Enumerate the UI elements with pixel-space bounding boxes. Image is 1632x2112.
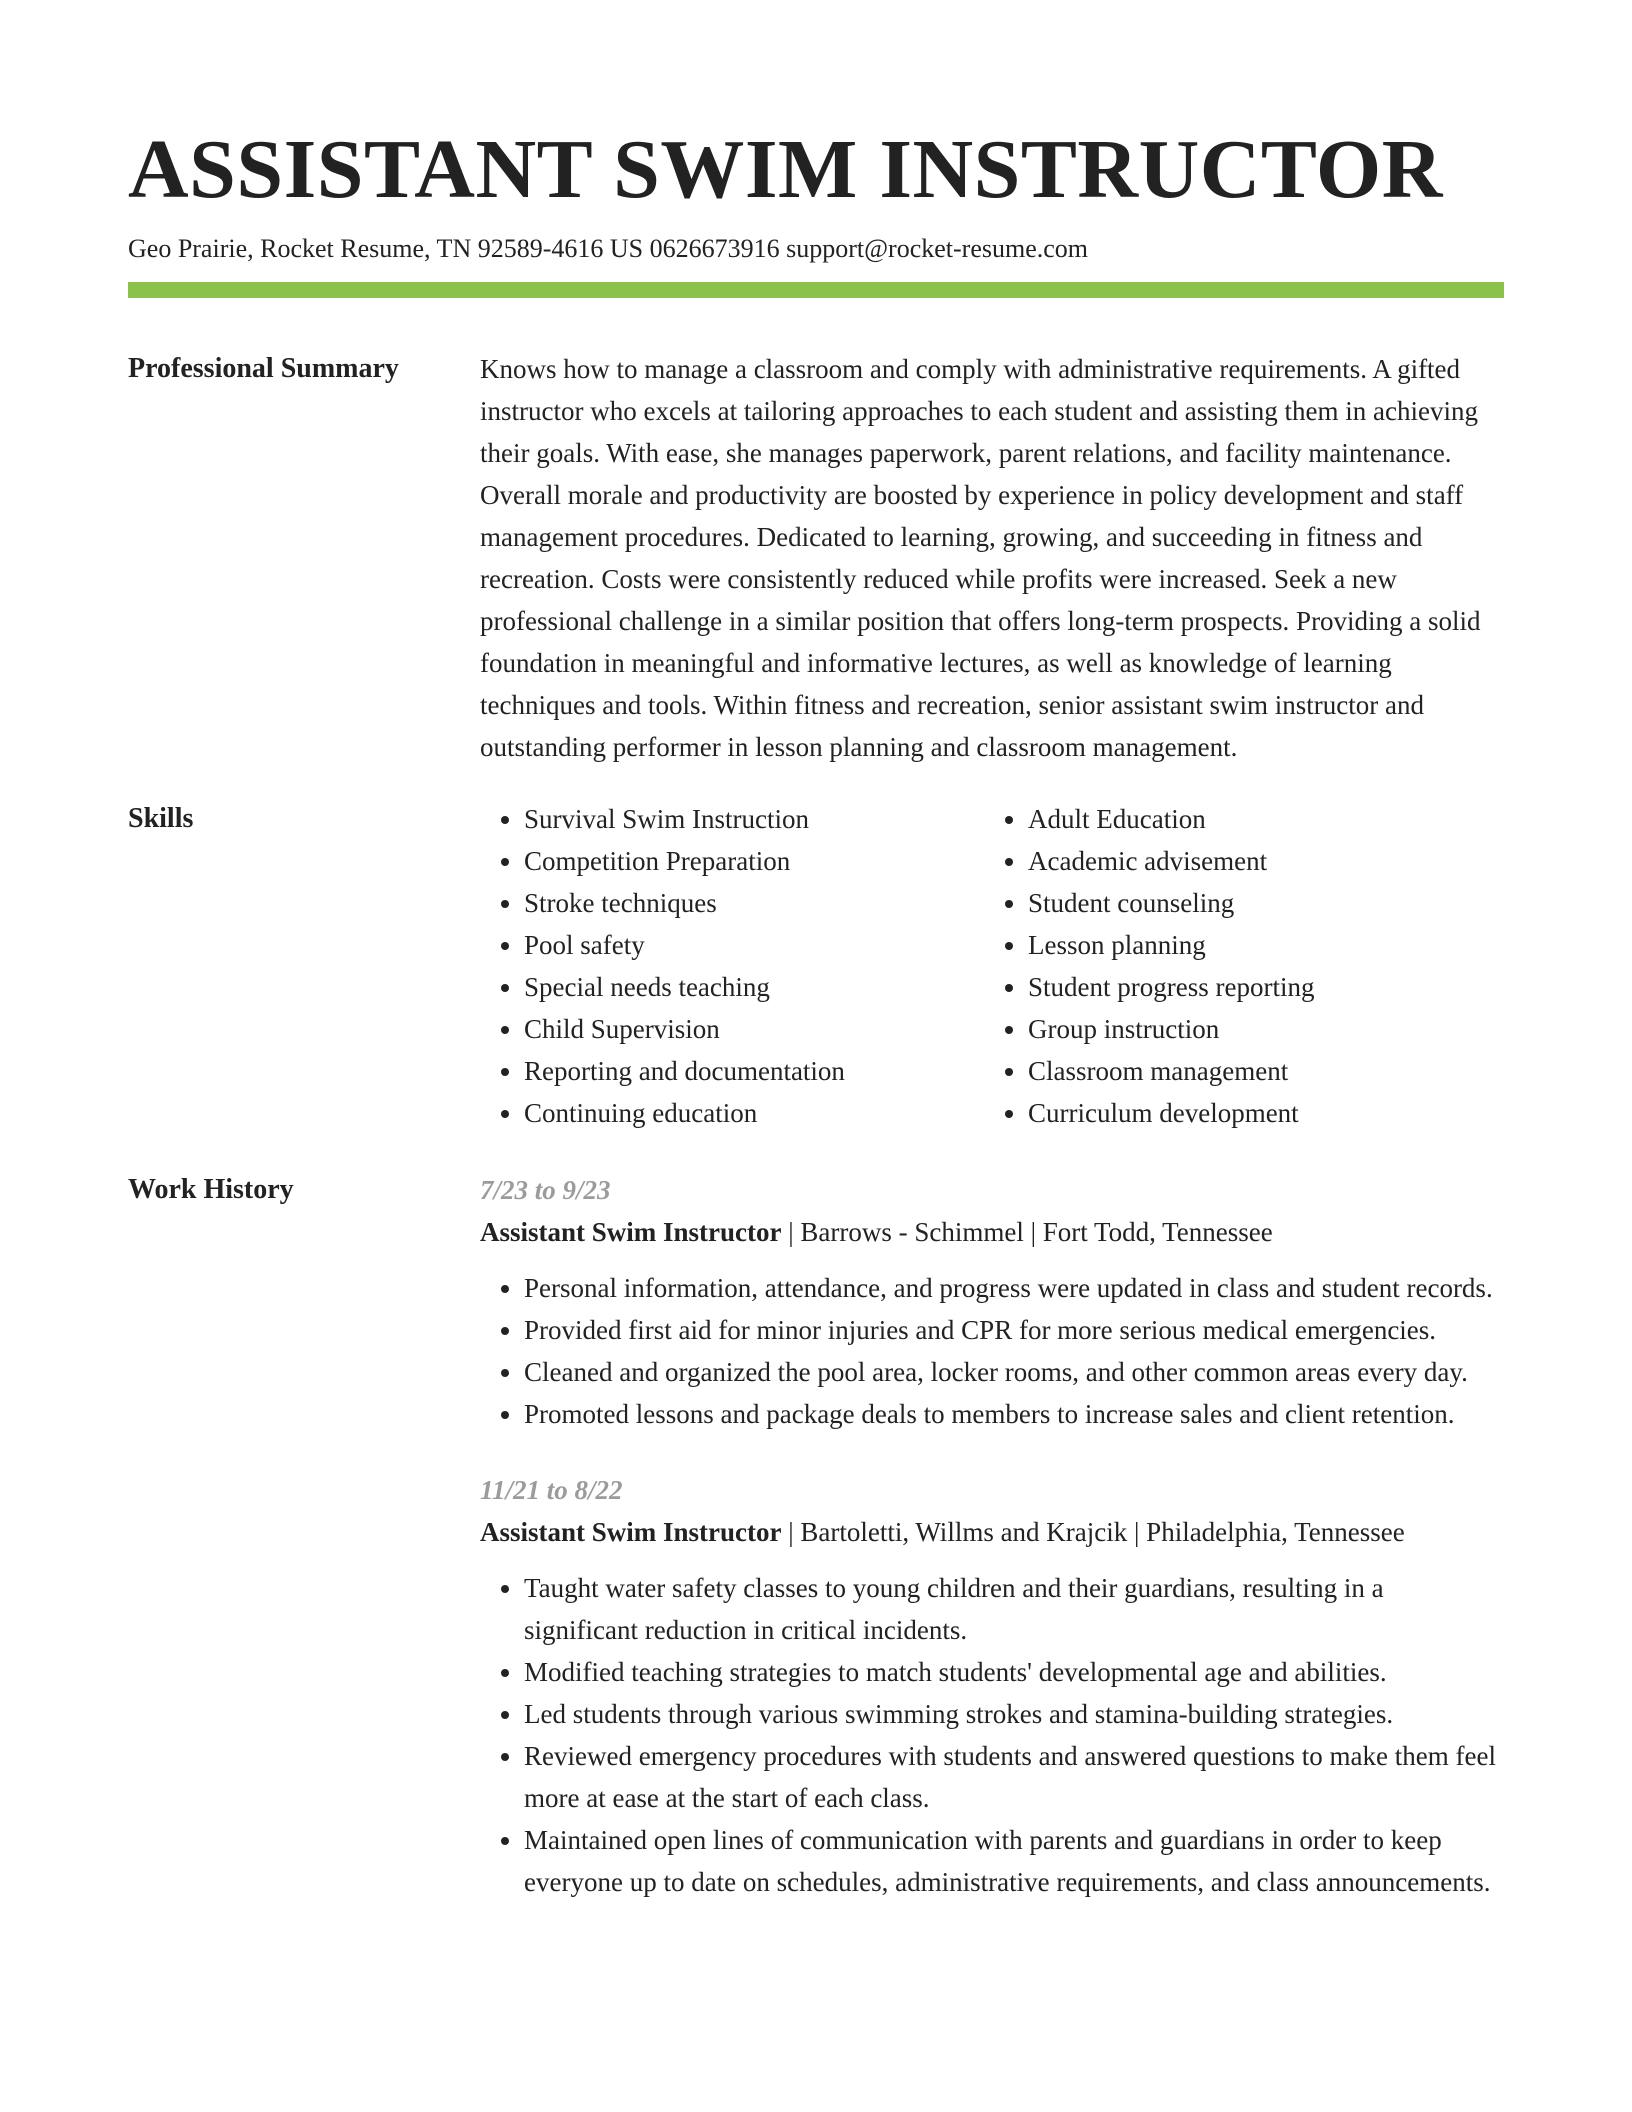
job-employer-location: | Bartoletti, Willms and Krajcik | Philadelphia, Tennessee xyxy=(781,1517,1405,1547)
professional-summary-section xyxy=(128,348,1504,768)
job-bullet: • Personal information, attendance, and progress were updated in class and student records. xyxy=(524,1267,1504,1309)
job-bullet: • Promoted lessons and package deals to members to increase sales and client retention. xyxy=(524,1393,1504,1435)
skill-item: • Curriculum development xyxy=(1028,1092,1488,1134)
contact-line: Geo Prairie, Rocket Resume, TN 92589-4616 US 0626673916 support@rocket-resume.com xyxy=(128,234,1089,263)
skill-item: • Survival Swim Instruction xyxy=(524,798,984,840)
section-label-work: Work History xyxy=(128,1174,294,1205)
job-title: Assistant Swim Instructor xyxy=(480,1217,782,1247)
summary-text: Knows how to manage a classroom and comply with administrative requirements. A gifted instructor who excels at tailoring approaches to each student and assisting them in achieving their goals. With ease, she manages paperwork, parent relations, and facility maintenance. Overall morale and productivity are boosted by experience in policy development and staff management procedures. Dedicated to learning, growing, and succeeding in fitness and recreation. Costs were consistently reduced while profits were increased. Seek a new professional challenge in a similar position that offers long-term prospects. Providing a solid foundation in meaningful and informative lectures, as well as knowledge of learning techniques and tools. Within fitness and recreation, senior assistant swim instructor and outstanding performer in lesson planning and classroom management. xyxy=(480,354,1481,762)
job-entry xyxy=(480,1469,1504,1903)
skill-item: • Reporting and documentation xyxy=(524,1050,984,1092)
skill-item: • Pool safety xyxy=(524,924,984,966)
skill-item: • Student progress reporting xyxy=(1028,966,1488,1008)
skill-item: • Group instruction xyxy=(1028,1008,1488,1050)
resume-page xyxy=(128,120,1504,1937)
skill-item: • Academic advisement xyxy=(1028,840,1488,882)
job-bullet: • Taught water safety classes to young children and their guardians, resulting in a significant reduction in critical incidents. xyxy=(524,1567,1504,1651)
job-bullet: • Reviewed emergency procedures with students and answered questions to make them feel more at ease at the start of each class. xyxy=(524,1735,1504,1819)
job-bullets xyxy=(480,1567,1504,1903)
job-bullet: • Modified teaching strategies to match students' developmental age and abilities. xyxy=(524,1651,1504,1693)
job-title: Assistant Swim Instructor xyxy=(480,1517,782,1547)
skill-item: • Stroke techniques xyxy=(524,882,984,924)
job-date: 11/21 to 8/22 xyxy=(480,1475,623,1505)
job-date: 7/23 to 9/23 xyxy=(480,1175,611,1205)
skill-item: • Classroom management xyxy=(1028,1050,1488,1092)
job-bullets xyxy=(480,1267,1504,1435)
job-bullet: • Provided first aid for minor injuries and CPR for more serious medical emergencies. xyxy=(524,1309,1504,1351)
accent-divider xyxy=(128,282,1504,298)
skill-item: • Lesson planning xyxy=(1028,924,1488,966)
work-history-section xyxy=(128,1169,1504,1937)
section-label-summary: Professional Summary xyxy=(128,353,399,384)
section-label-skills: Skills xyxy=(128,803,194,834)
skill-item: • Child Supervision xyxy=(524,1008,984,1050)
job-bullet: • Led students through various swimming strokes and stamina-building strategies. xyxy=(524,1693,1504,1735)
skill-item: • Continuing education xyxy=(524,1092,984,1134)
skill-item: • Special needs teaching xyxy=(524,966,984,1008)
skills-list-right xyxy=(984,798,1488,1134)
skills-list-left xyxy=(480,798,984,1134)
job-heading xyxy=(480,1211,1504,1253)
job-entry xyxy=(480,1169,1504,1435)
job-bullet: • Maintained open lines of communication with parents and guardians in order to keep everyone up to date on schedules, administrative requirements, and class announcements. xyxy=(524,1819,1504,1903)
resume-title: ASSISTANT SWIM INSTRUCTOR xyxy=(128,123,1443,216)
skill-item: • Competition Preparation xyxy=(524,840,984,882)
job-heading xyxy=(480,1511,1504,1553)
skill-item: • Adult Education xyxy=(1028,798,1488,840)
skills-section xyxy=(128,798,1504,1134)
job-bullet: • Cleaned and organized the pool area, locker rooms, and other common areas every day. xyxy=(524,1351,1504,1393)
skill-item: • Student counseling xyxy=(1028,882,1488,924)
job-employer-location: | Barrows - Schimmel | Fort Todd, Tennessee xyxy=(781,1217,1273,1247)
